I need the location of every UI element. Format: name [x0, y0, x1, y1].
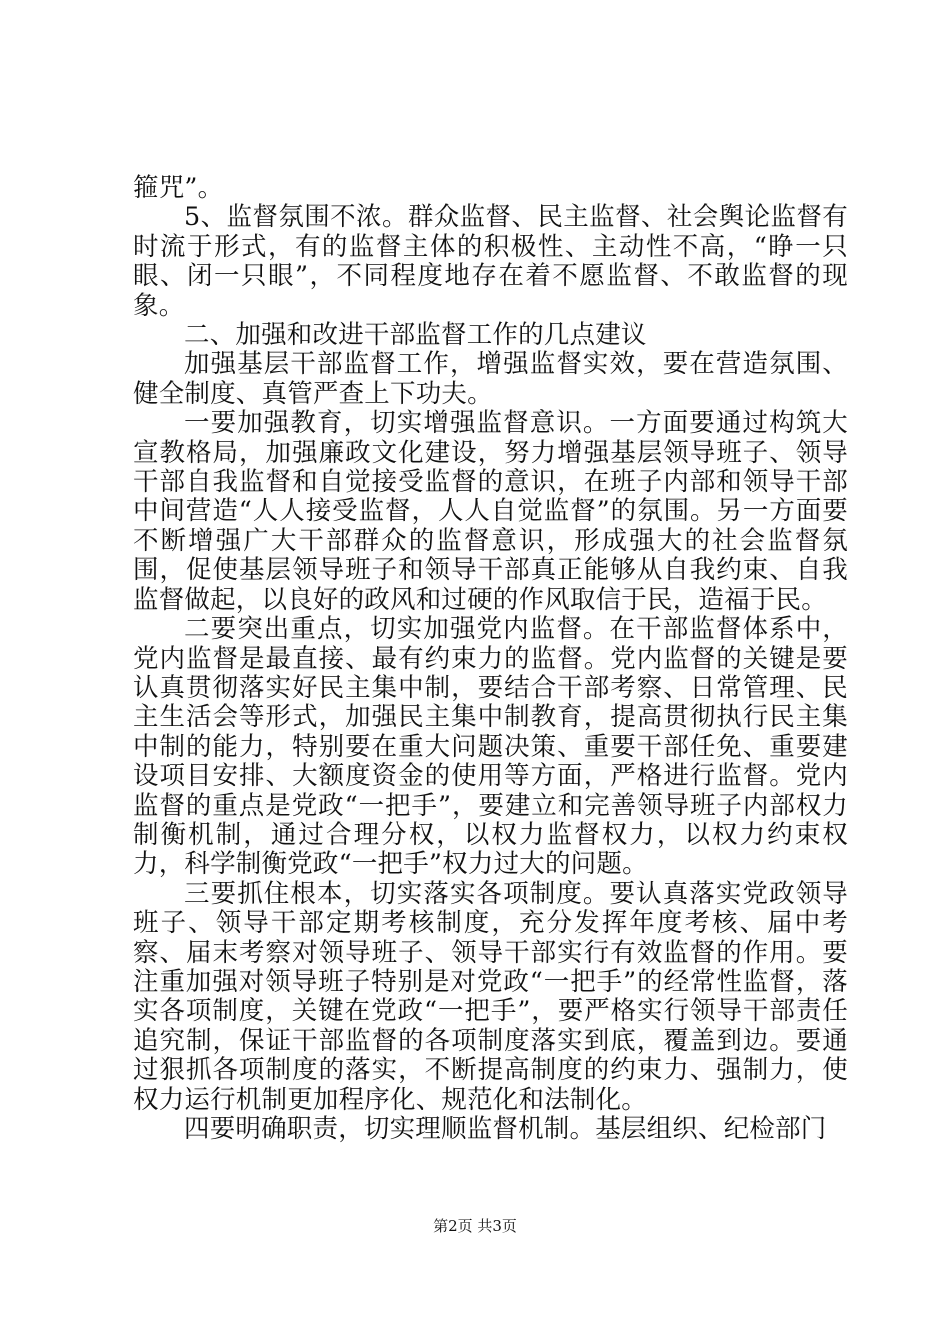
- paragraph-supervision-atmosphere: 5、监督氛围不浓。群众监督、民主监督、社会舆论监督有时流于形式，有的监督主体的积极性、主动性不高，“睁一只眼、闭一只眼”，不同程度地存在着不愿监督、不敢监督的现象。: [133, 202, 848, 321]
- paragraph-implement-systems: 三要抓住根本，切实落实各项制度。要认真落实党政领导班子、领导干部定期考核制度，充分发挥年度考核、届中考察、届末考察对领导班子、领导干部实行有效监督的作用。要注重加强对领导班子特别是对党政“一把手”的经常性监督，落实各项制度，关键在党政“一把手”，要严格实行领导干部责任追究制，保证干部监督的各项制度落实到底，覆盖到边。要通过狠抓各项制度的落实，不断提高制度的约束力、强制力，使权力运行机制更加程序化、规范化和法制化。: [133, 878, 848, 1115]
- section-heading-suggestions: 二、加强和改进干部监督工作的几点建议: [184, 320, 647, 351]
- paragraph-intro-suggestions: 加强基层干部监督工作，增强监督实效，要在营造氛围、健全制度、真管严查上下功夫。: [133, 349, 848, 409]
- document-body: [133, 174, 848, 1144]
- paragraph-fragment: 箍咒”。: [133, 173, 224, 203]
- paragraph-party-supervision: 二要突出重点，切实加强党内监督。在干部监督体系中，党内监督是最直接、最有约束力的监督。党内监督的关键是要认真贯彻落实好民主集中制，要结合干部考察、日常管理、民主生活会等形式，加强民主集中制教育，提高贯彻执行民主集中制的能力，特别要在重大问题决策、重要干部任免、重要建设项目安排、大额度资金的使用等方面，严格进行监督。党内监督的重点是党政“一把手”，要建立和完善领导班子内部权力制衡机制，通过合理分权，以权力监督权力，以权力约束权力，科学制衡党政“一把手”权力过大的问题。: [133, 614, 848, 880]
- paragraph-clarify-duties: 四要明确职责，切实理顺监督机制。基层组织、纪检部门: [184, 1114, 827, 1144]
- page-footer: 第2页 共3页: [433, 1217, 517, 1235]
- paragraph-education: 一要加强教育，切实增强监督意识。一方面要通过构筑大宣教格局，加强廉政文化建设，努力增强基层领导班子、领导干部自我监督和自觉接受监督的意识，在班子内部和领导干部中间营造“人人接受监督，人人自觉监督”的氛围。另一方面要不断增强广大干部群众的监督意识，形成强大的社会监督氛围，促使基层领导班子和领导干部真正能够从自我约束、自我监督做起，以良好的政风和过硬的作风取信于民，造福于民。: [133, 408, 848, 615]
